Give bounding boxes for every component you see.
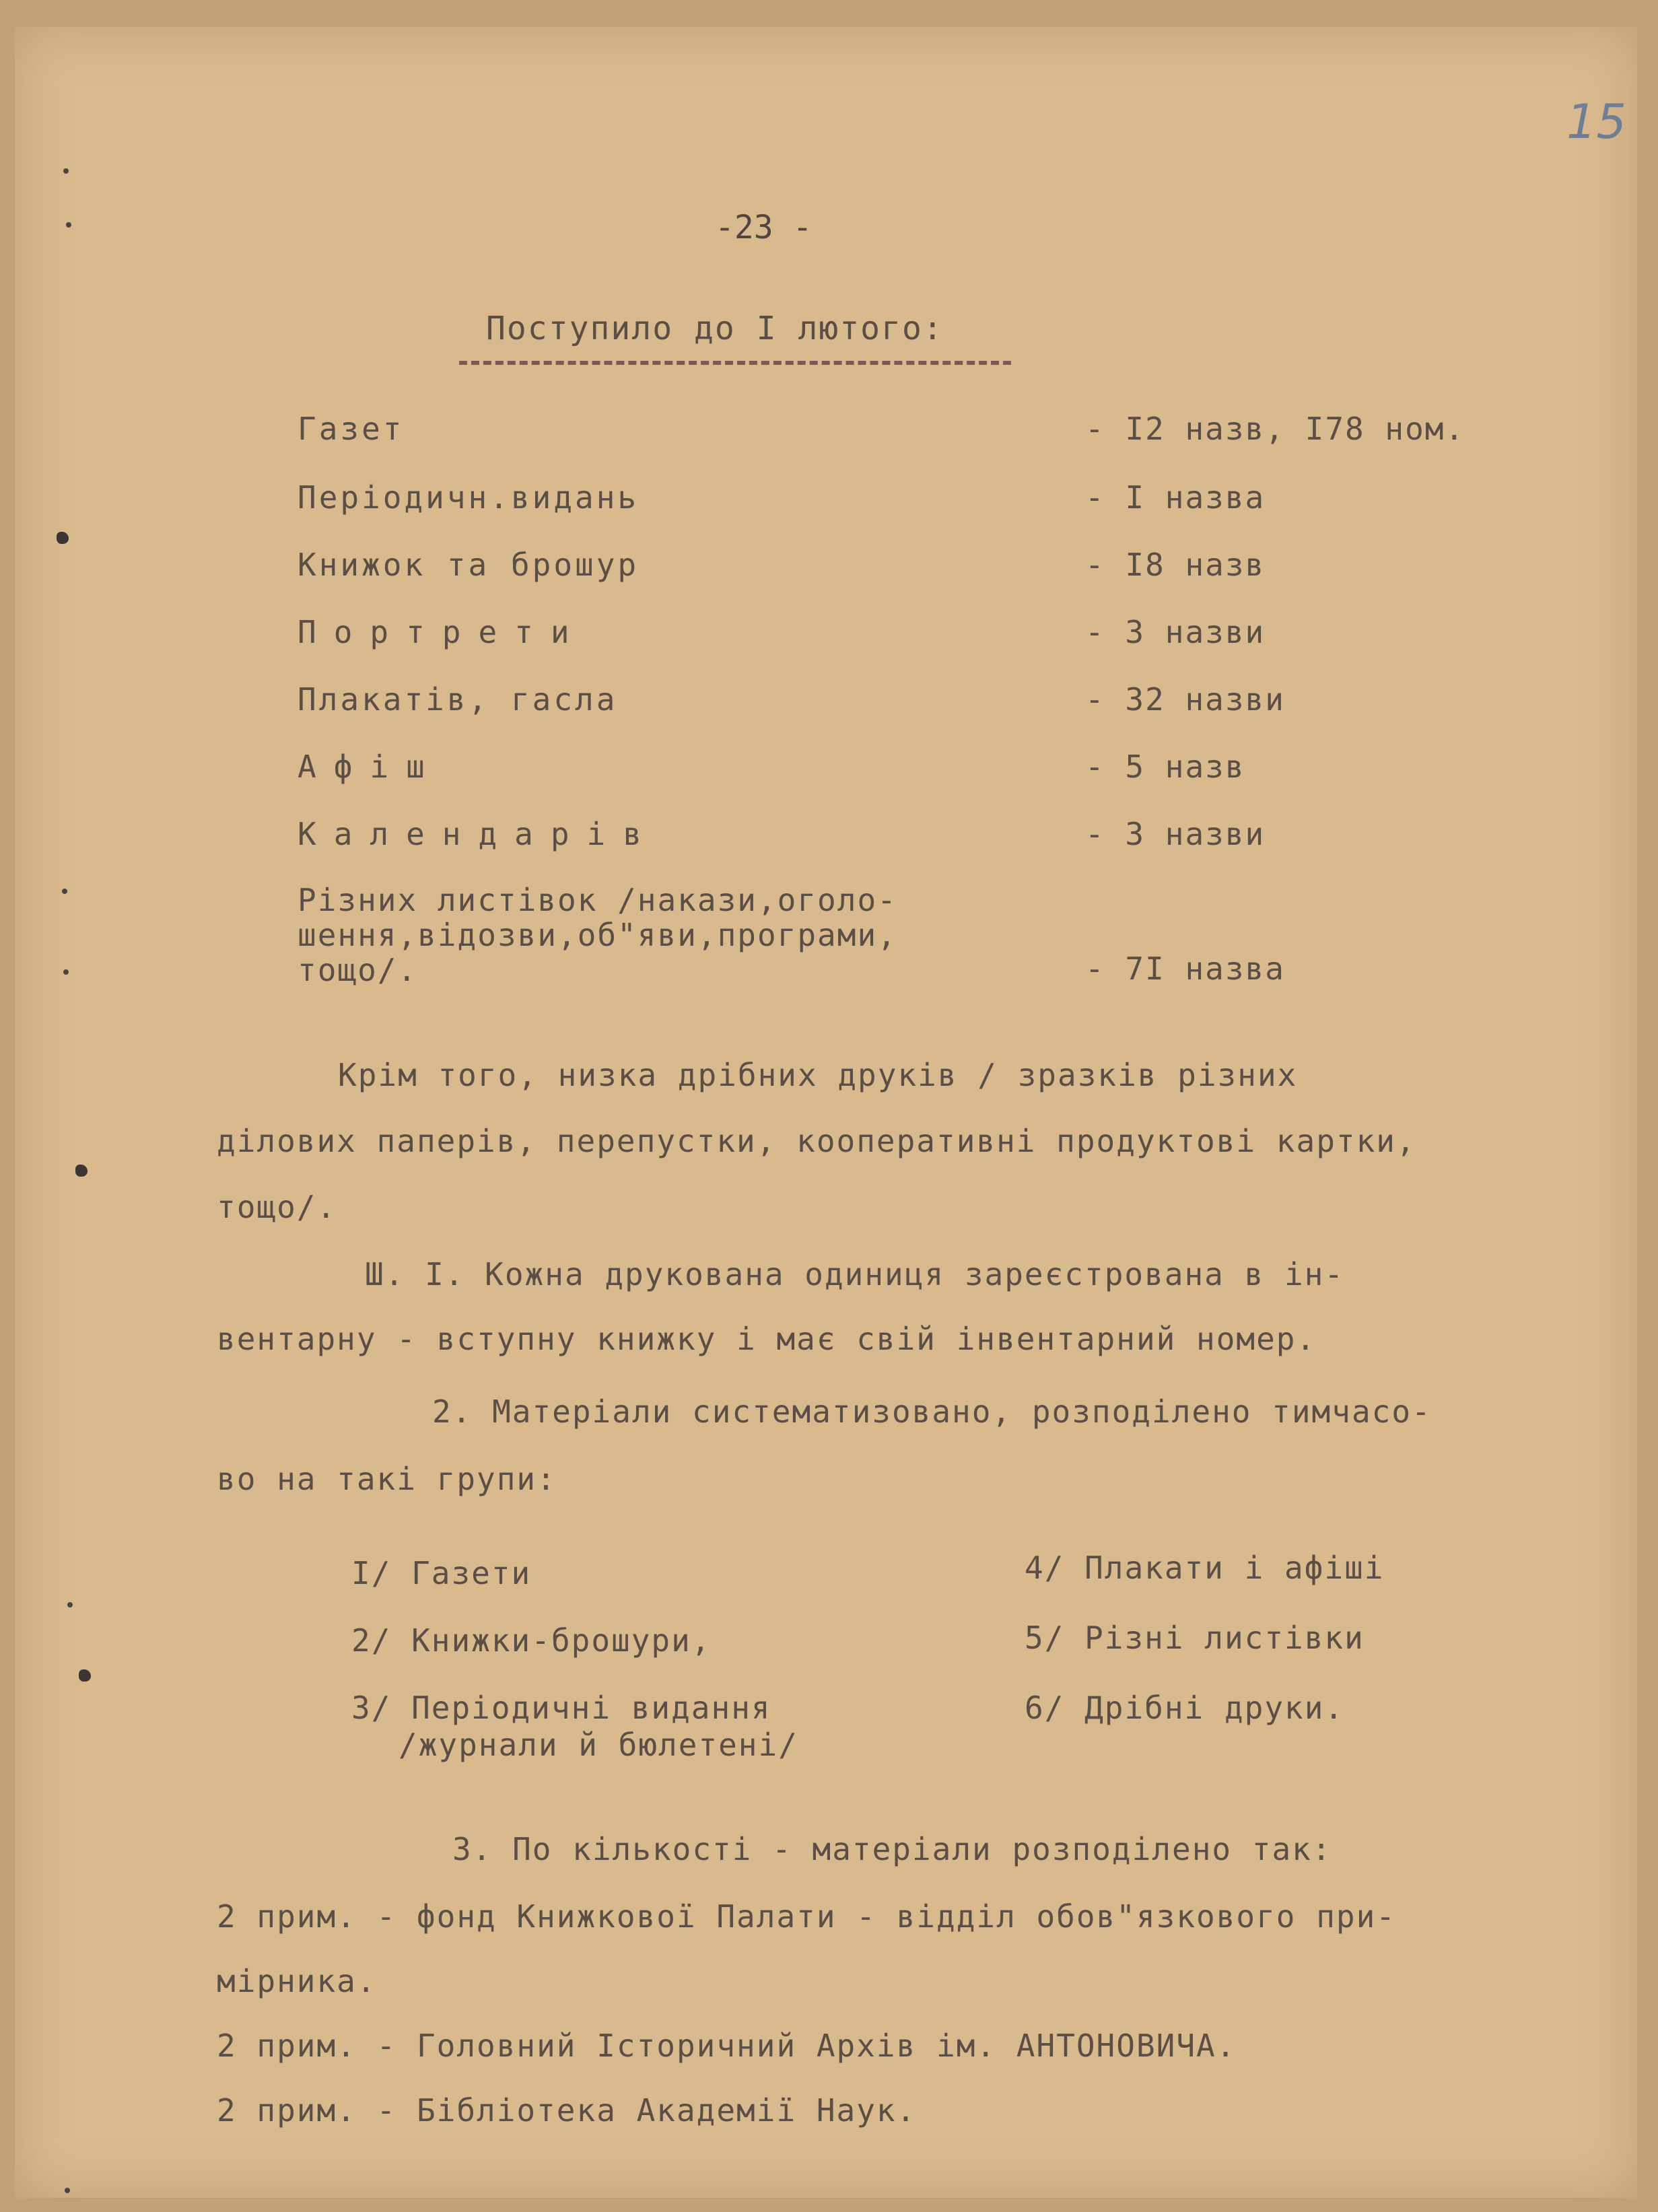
para2-line2: вентарну - вступну книжку і має свій інвентарний номер. [217, 1321, 1317, 1357]
paper-speck [67, 1602, 73, 1608]
row-label-bills: Афіш [298, 749, 442, 785]
group-item-6: 6/ Дрібні друки. [1025, 1690, 1345, 1726]
archive-folio-number: 15 [1566, 94, 1627, 149]
row-label-newspapers: Газет [298, 411, 405, 447]
para4: 3. По кількості - матеріали розподілено так: [452, 1831, 1332, 1867]
para1-line2: ділових паперів, перепустки, кооперативні продуктові картки, [217, 1123, 1416, 1159]
group-item-4: 4/ Плакати і афіші [1025, 1550, 1385, 1586]
document-sheet [15, 27, 1637, 2198]
paper-speck [63, 969, 69, 975]
distribution-line1: 2 прим. - фонд Книжкової Палати - відділ обов"язкового при- [217, 1898, 1396, 1935]
row-label-portraits: Портрети [298, 614, 587, 650]
para3-line1: 2. Матеріали систематизовано, розподілено тимчасо- [432, 1393, 1432, 1430]
row-label-leaflets-line3: тощо/. [298, 952, 418, 988]
row-label-posters: Плакатів, гасла [298, 681, 618, 718]
para1-line1: Крім того, низка дрібних друків / зразків різних [338, 1057, 1298, 1093]
row-value-posters: - 32 назви [1085, 681, 1285, 718]
row-label-leaflets-line1: Різних листівок /накази,оголо- [298, 882, 897, 918]
binding-hole [57, 532, 69, 544]
distribution-line4: 2 прим. - Бібліотека Академії Наук. [217, 2092, 917, 2129]
paper-speck [66, 222, 71, 228]
row-label-calendars: Календарів [298, 816, 659, 852]
title-underline [459, 361, 1011, 365]
group-item-1: I/ Газети [351, 1555, 532, 1591]
row-label-leaflets-line2: шення,відозви,об"яви,програми, [298, 917, 897, 953]
row-label-books: Книжок та брошур [298, 547, 640, 583]
group-item-3: 3/ Періодичні видання [351, 1690, 771, 1726]
row-value-bills: - 5 назв [1085, 749, 1245, 785]
distribution-line2: мірника. [217, 1963, 377, 1999]
group-item-3-sub: /журнали й бюлетені/ [399, 1727, 798, 1763]
group-item-5: 5/ Різні листівки [1025, 1620, 1365, 1656]
section-title: Поступило до I лютого: [486, 310, 944, 347]
row-value-books: - I8 назв [1085, 547, 1266, 583]
para1-line3: тощо/. [217, 1189, 337, 1225]
para2-line1: Ш. I. Кожна друкована одиниця зареєстрована в ін- [365, 1256, 1345, 1292]
row-value-periodicals: - I назва [1085, 479, 1266, 516]
row-value-calendars: - 3 назви [1085, 816, 1266, 852]
paper-speck [63, 168, 69, 174]
page-number: -23 - [715, 209, 813, 246]
distribution-line3: 2 прим. - Головний Історичний Архів ім. АНТОНОВИЧА. [217, 2028, 1237, 2064]
row-value-newspapers: - I2 назв, I78 ном. [1085, 411, 1465, 447]
row-value-portraits: - 3 назви [1085, 614, 1266, 650]
binding-hole [79, 1669, 91, 1682]
paper-speck [65, 2188, 70, 2193]
row-value-leaflets: - 7I назва [1085, 951, 1285, 987]
para3-line2: во на такі групи: [217, 1461, 557, 1497]
row-label-periodicals: Періодичн.видань [298, 479, 640, 516]
group-item-2: 2/ Книжки-брошури, [351, 1622, 712, 1659]
paper-speck [62, 889, 67, 894]
binding-hole [75, 1165, 88, 1177]
